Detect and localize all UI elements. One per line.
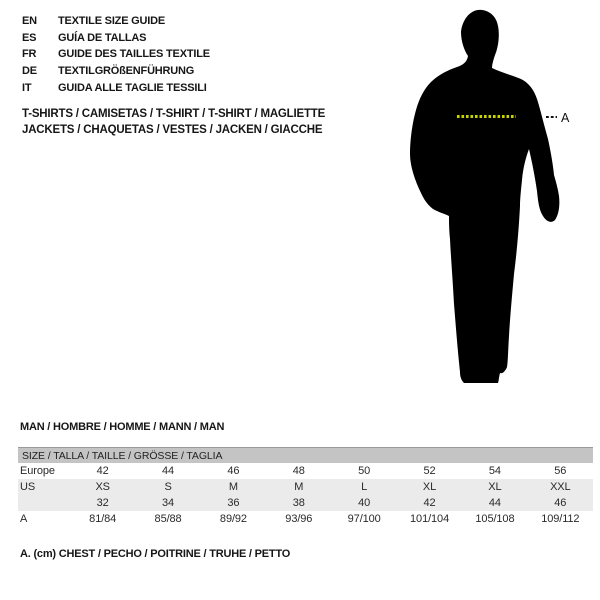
size-cell: 101/104 [410, 513, 450, 525]
size-cell: 34 [162, 497, 175, 509]
size-cell: 56 [554, 465, 567, 477]
category-lines [22, 106, 325, 139]
size-cell: 105/108 [475, 513, 515, 525]
measurement-footnote: A. (cm) CHEST / PECHO / POITRINE / TRUHE / PETTO [20, 548, 291, 560]
size-cell: 52 [423, 465, 436, 477]
size-cell: 48 [292, 465, 305, 477]
size-cell: 93/96 [285, 513, 313, 525]
size-cell: 81/84 [89, 513, 117, 525]
language-label: TEXTILGRÖßENFÜHRUNG [58, 65, 195, 78]
size-cell: 89/92 [219, 513, 247, 525]
size-cell: 42 [96, 465, 109, 477]
size-table [18, 447, 593, 527]
size-cell: 32 [96, 497, 109, 509]
category-line-tshirts: T-SHIRTS / CAMISETAS / T-SHIRT / T-SHIRT / MAGLIETTE [22, 108, 326, 120]
table-row-us-letter [18, 479, 593, 495]
size-cell: 46 [554, 497, 567, 509]
section-title-man: MAN / HOMBRE / HOMME / MANN / MAN [20, 421, 225, 433]
man-figure [405, 5, 580, 400]
size-cell: 85/88 [154, 513, 182, 525]
row-label: Europe [20, 465, 55, 477]
language-code: ES [22, 31, 37, 44]
size-cell: S [164, 481, 172, 493]
language-row-de [22, 63, 210, 80]
size-cell: XS [95, 481, 110, 493]
size-cell: 40 [358, 497, 371, 509]
category-line-jackets: JACKETS / CHAQUETAS / VESTES / JACKEN / GIACCHE [22, 124, 323, 137]
size-cell: 50 [358, 465, 371, 477]
size-cell: M [294, 481, 304, 493]
language-code: EN [22, 15, 37, 27]
size-cell: 38 [292, 497, 305, 509]
table-row-europe [18, 463, 593, 479]
language-label: TEXTILE SIZE GUIDE [58, 15, 166, 27]
size-cell: 44 [162, 465, 175, 477]
language-row-en [22, 13, 210, 30]
table-row-us-numeric [18, 495, 593, 511]
size-cell: XL [488, 481, 502, 493]
size-cell: 97/100 [347, 513, 381, 525]
size-cell: XL [422, 481, 437, 493]
size-table-header: SIZE / TALLA / TAILLE / GRÖSSE / TAGLIA [18, 447, 593, 463]
language-code: DE [22, 65, 37, 78]
language-label: GUIDE DES TAILLES TEXTILE [58, 48, 210, 61]
size-cell: 44 [488, 497, 501, 509]
size-cell: 54 [488, 465, 501, 477]
size-cell: 36 [227, 497, 240, 509]
size-cell: 109/112 [541, 513, 580, 525]
language-row-es [22, 30, 210, 47]
language-code: IT [22, 81, 32, 94]
size-cell: XXL [550, 481, 571, 493]
language-row-it [22, 80, 210, 97]
language-list [22, 13, 210, 97]
language-row-fr [22, 46, 210, 63]
measure-label-a: A [561, 111, 570, 125]
man-silhouette [410, 10, 559, 383]
language-label: GUIDA ALLE TAGLIE TESSILI [58, 81, 207, 94]
row-label: A [20, 513, 28, 525]
row-label: US [20, 481, 36, 493]
size-cell: L [361, 481, 368, 493]
language-label: GUÍA DE TALLAS [58, 31, 147, 44]
size-cell: 42 [423, 497, 436, 509]
table-row-chest [18, 511, 593, 527]
size-cell: M [228, 481, 238, 493]
size-cell: 46 [227, 465, 240, 477]
language-code: FR [22, 48, 37, 61]
